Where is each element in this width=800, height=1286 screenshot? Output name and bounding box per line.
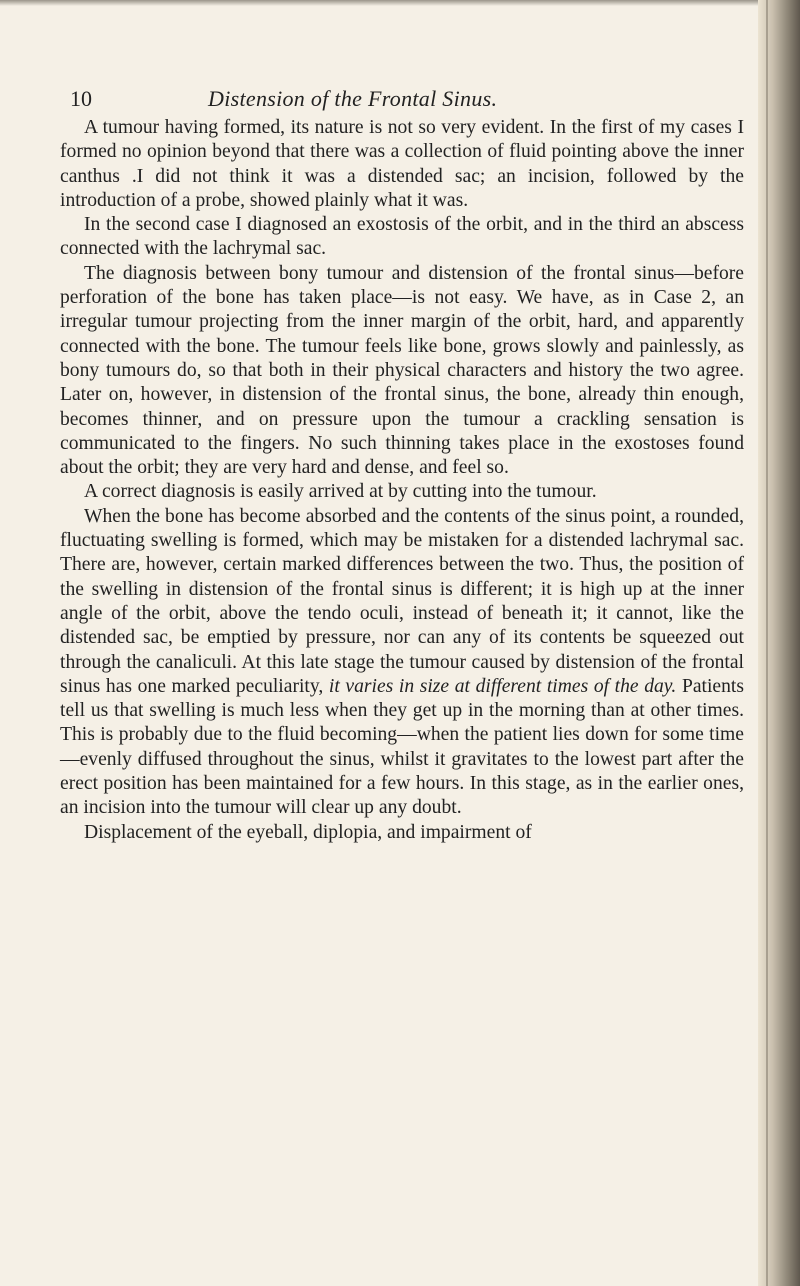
book-binding-edge [758,0,800,1286]
paragraph-4: A correct diagnosis is easily arrived at by cutting into the tumour. [84,481,597,503]
paragraph-5 [60,505,744,821]
page-header [70,86,750,114]
page-top-edge [0,0,790,6]
paragraph-1: A tumour having formed, its nature is not so very evident. In the first of my cases I formed no opinion beyond that there was a collection of fluid pointing above the inner canthus .I did not think it was a distended sac; an incision, followed by the introduction of a probe, showed plainly what it was. [60,117,744,211]
body-text [60,116,744,845]
paragraph-6: Displacement of the eyeball, diplopia, and impairment of [84,821,532,843]
paragraph-5-italic: it varies in size at different times of the day. [328,675,677,697]
paragraph-5-end: Patients tell us that swelling is much less when they get up in the morning than at other times. This is probably due to the fluid becoming—when the patient lies down for some time—evenly diffused throughout the sinus, whilst it gravitates to the lowest part after the erect position has been maintained for a few hours. In this stage, as in the earlier ones, an incision into the tumour will clear up any doubt. [60,675,744,819]
running-title: Distension of the Frontal Sinus. [208,86,498,111]
paragraph-3: The diagnosis between bony tumour and distension of the frontal sinus—before perforation of the bone has taken place—is not easy. We have, as in Case 2, an irregular tumour projecting from the inner margin of the orbit, hard, and apparently connected with the bone. The tumour feels like bone, grows slowly and painlessly, as bony tumours do, so that both in their physical characters and history the two agree. Later on, however, in distension of the frontal sinus, the bone, already thin enough, becomes thinner, and on pressure upon the tumour a crackling sensation is communicated to the fingers. No such thinning takes place in the exostoses found about the orbit; they are very hard and dense, and feel so. [60,262,744,479]
paragraph-2: In the second case I diagnosed an exostosis of the orbit, and in the third an abscess connected with the lachrymal sac. [60,214,744,260]
paragraph-5-start: When the bone has become absorbed and the contents of the sinus point, a rounded, fluctuating swelling is formed, which may be mistaken for a distended lachrymal sac. There are, however, certain marked differences between the two. Thus, the position of the swelling in distension of the frontal sinus is different; it is high up at the inner angle of the orbit, above the tendo oculi, instead of beneath it; it cannot, like the distended sac, be emptied by pressure, nor can any of its contents be squeezed out through the canaliculi. At this late stage the tumour caused by distension of the frontal sinus has one marked peculiarity, [60,505,744,697]
page-number: 10 [70,86,92,111]
